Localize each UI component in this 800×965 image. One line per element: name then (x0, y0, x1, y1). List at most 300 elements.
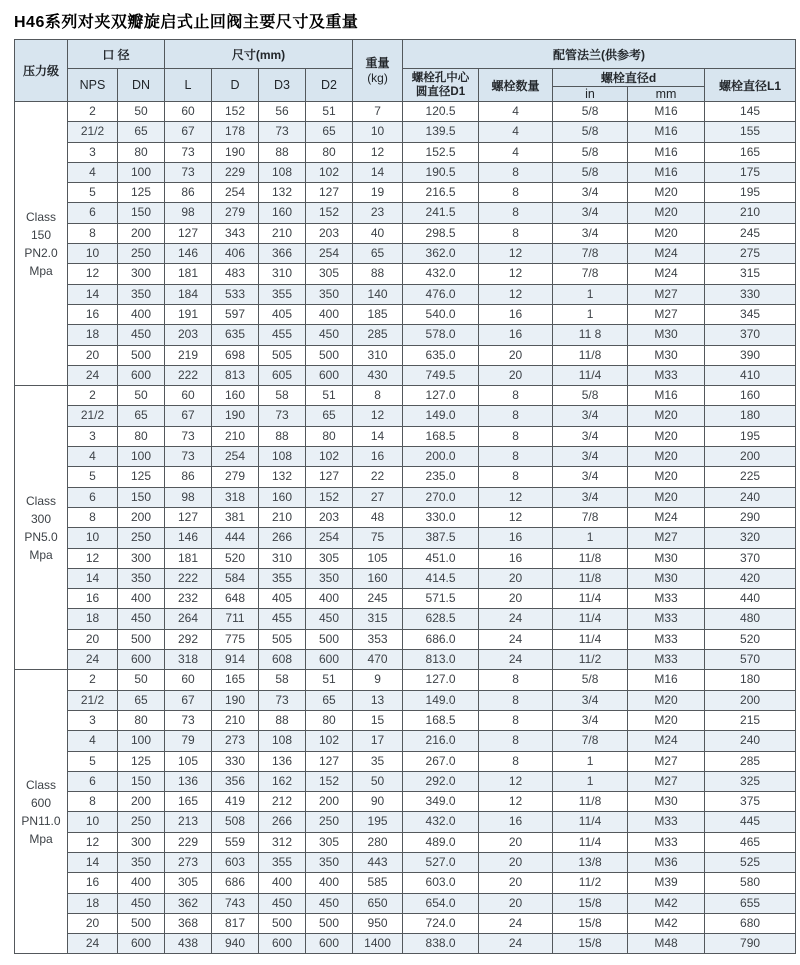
cell-d3: 310 (259, 264, 306, 284)
table-row (15, 771, 796, 791)
cell-d2: 51 (306, 386, 353, 406)
cell-bolt-l1: 330 (705, 284, 796, 304)
cell-nps: 14 (68, 568, 118, 588)
cell-l: 318 (165, 650, 212, 670)
pressure-class-line: PN11.0 (21, 813, 61, 828)
cell-weight: 185 (353, 304, 403, 324)
pressure-class-line: PN5.0 (24, 529, 58, 544)
cell-d3: 108 (259, 731, 306, 751)
cell-d: 165 (212, 670, 259, 690)
cell-weight: 88 (353, 264, 403, 284)
cell-d: 520 (212, 548, 259, 568)
cell-bolt-qty: 20 (479, 345, 553, 365)
cell-dn: 150 (118, 771, 165, 791)
cell-l: 292 (165, 629, 212, 649)
cell-bolt-dia-in: 11/4 (553, 365, 628, 385)
cell-bolt-dia-mm: M20 (628, 223, 705, 243)
table-row (15, 629, 796, 649)
cell-bolt-qty: 8 (479, 203, 553, 223)
cell-bolt-circle-d1: 267.0 (403, 751, 479, 771)
cell-bolt-dia-mm: M20 (628, 183, 705, 203)
header-weight (353, 40, 403, 102)
cell-d2: 102 (306, 447, 353, 467)
cell-d3: 366 (259, 244, 306, 264)
cell-l: 73 (165, 426, 212, 446)
cell-dn: 600 (118, 934, 165, 954)
cell-nps: 18 (68, 325, 118, 345)
cell-nps: 6 (68, 203, 118, 223)
cell-l: 67 (165, 690, 212, 710)
cell-bolt-l1: 375 (705, 792, 796, 812)
cell-dn: 300 (118, 832, 165, 852)
cell-bolt-l1: 275 (705, 244, 796, 264)
cell-bolt-qty: 12 (479, 284, 553, 304)
cell-dn: 300 (118, 264, 165, 284)
header-l: L (165, 69, 212, 102)
cell-d3: 108 (259, 447, 306, 467)
cell-dn: 100 (118, 447, 165, 467)
cell-weight: 48 (353, 507, 403, 527)
table-row (15, 670, 796, 690)
cell-bolt-dia-in: 1 (553, 284, 628, 304)
cell-bolt-dia-mm: M33 (628, 589, 705, 609)
cell-bolt-dia-in: 11/4 (553, 812, 628, 832)
table-row (15, 812, 796, 832)
table-row (15, 223, 796, 243)
cell-d2: 600 (306, 365, 353, 385)
cell-l: 229 (165, 832, 212, 852)
cell-d: 817 (212, 913, 259, 933)
header-weight-line2: (kg) (367, 70, 388, 85)
header-bolt-qty: 螺栓数量 (479, 69, 553, 102)
cell-bolt-circle-d1: 654.0 (403, 893, 479, 913)
cell-bolt-dia-mm: M20 (628, 203, 705, 223)
cell-bolt-qty: 20 (479, 568, 553, 588)
cell-bolt-dia-in: 1 (553, 771, 628, 791)
cell-d2: 450 (306, 325, 353, 345)
cell-bolt-dia-in: 7/8 (553, 731, 628, 751)
cell-bolt-l1: 570 (705, 650, 796, 670)
header-weight-line1: 重量 (365, 55, 390, 70)
cell-bolt-dia-in: 5/8 (553, 102, 628, 122)
cell-bolt-l1: 465 (705, 832, 796, 852)
cell-dn: 50 (118, 102, 165, 122)
cell-bolt-dia-in: 3/4 (553, 426, 628, 446)
cell-weight: 35 (353, 751, 403, 771)
cell-d: 190 (212, 406, 259, 426)
cell-weight: 75 (353, 528, 403, 548)
pressure-class-cell (15, 670, 68, 954)
header-nps: NPS (68, 69, 118, 102)
cell-bolt-l1: 520 (705, 629, 796, 649)
cell-l: 191 (165, 304, 212, 324)
table-header (15, 40, 796, 102)
cell-bolt-l1: 160 (705, 386, 796, 406)
cell-bolt-dia-mm: M30 (628, 345, 705, 365)
cell-bolt-dia-in: 5/8 (553, 386, 628, 406)
cell-d2: 350 (306, 852, 353, 872)
cell-bolt-dia-in: 5/8 (553, 670, 628, 690)
cell-dn: 150 (118, 487, 165, 507)
cell-bolt-dia-in: 5/8 (553, 122, 628, 142)
cell-bolt-l1: 480 (705, 609, 796, 629)
cell-l: 73 (165, 162, 212, 182)
cell-bolt-circle-d1: 298.5 (403, 223, 479, 243)
cell-bolt-dia-mm: M33 (628, 365, 705, 385)
cell-bolt-dia-in: 15/8 (553, 934, 628, 954)
cell-bolt-qty: 16 (479, 528, 553, 548)
cell-dn: 400 (118, 873, 165, 893)
cell-bolt-qty: 12 (479, 244, 553, 264)
cell-bolt-circle-d1: 686.0 (403, 629, 479, 649)
pressure-class-line: Class (25, 493, 56, 508)
cell-bolt-circle-d1: 152.5 (403, 142, 479, 162)
cell-bolt-qty: 20 (479, 832, 553, 852)
cell-l: 165 (165, 792, 212, 812)
cell-d3: 212 (259, 792, 306, 812)
cell-l: 222 (165, 568, 212, 588)
cell-nps: 10 (68, 528, 118, 548)
cell-bolt-dia-in: 5/8 (553, 142, 628, 162)
cell-bolt-dia-in: 15/8 (553, 913, 628, 933)
cell-d: 273 (212, 731, 259, 751)
cell-bolt-dia-mm: M16 (628, 162, 705, 182)
cell-d2: 350 (306, 284, 353, 304)
pressure-class-line: PN2.0 (24, 245, 58, 260)
cell-bolt-circle-d1: 235.0 (403, 467, 479, 487)
cell-bolt-circle-d1: 200.0 (403, 447, 479, 467)
cell-nps: 21/2 (68, 406, 118, 426)
cell-nps: 5 (68, 467, 118, 487)
cell-bolt-dia-in: 3/4 (553, 406, 628, 426)
cell-dn: 125 (118, 467, 165, 487)
cell-weight: 19 (353, 183, 403, 203)
cell-bolt-circle-d1: 139.5 (403, 122, 479, 142)
cell-bolt-l1: 440 (705, 589, 796, 609)
cell-d: 743 (212, 893, 259, 913)
cell-d2: 600 (306, 934, 353, 954)
cell-d2: 350 (306, 568, 353, 588)
table-row (15, 650, 796, 670)
cell-weight: 12 (353, 142, 403, 162)
table-row (15, 183, 796, 203)
header-d1-line1: 螺栓孔中心 (411, 72, 470, 84)
cell-dn: 200 (118, 223, 165, 243)
cell-d: 419 (212, 792, 259, 812)
cell-bolt-dia-mm: M30 (628, 568, 705, 588)
cell-bolt-l1: 655 (705, 893, 796, 913)
cell-l: 213 (165, 812, 212, 832)
cell-bolt-dia-mm: M33 (628, 629, 705, 649)
pressure-class-cell (15, 102, 68, 386)
cell-d: 444 (212, 528, 259, 548)
cell-d3: 88 (259, 710, 306, 730)
cell-bolt-circle-d1: 571.5 (403, 589, 479, 609)
cell-bolt-dia-in: 7/8 (553, 244, 628, 264)
cell-bolt-dia-mm: M30 (628, 325, 705, 345)
cell-dn: 65 (118, 690, 165, 710)
cell-bolt-qty: 20 (479, 893, 553, 913)
cell-nps: 5 (68, 751, 118, 771)
cell-dn: 80 (118, 710, 165, 730)
cell-bolt-circle-d1: 603.0 (403, 873, 479, 893)
cell-d: 178 (212, 122, 259, 142)
cell-bolt-dia-mm: M42 (628, 913, 705, 933)
cell-l: 362 (165, 893, 212, 913)
cell-bolt-circle-d1: 190.5 (403, 162, 479, 182)
cell-bolt-qty: 16 (479, 548, 553, 568)
cell-d3: 162 (259, 771, 306, 791)
cell-bolt-l1: 240 (705, 731, 796, 751)
cell-l: 60 (165, 386, 212, 406)
cell-d: 406 (212, 244, 259, 264)
table-row (15, 406, 796, 426)
cell-bolt-circle-d1: 635.0 (403, 345, 479, 365)
cell-nps: 18 (68, 893, 118, 913)
cell-bolt-qty: 24 (479, 934, 553, 954)
cell-bolt-dia-in: 3/4 (553, 447, 628, 467)
cell-bolt-dia-in: 15/8 (553, 893, 628, 913)
cell-weight: 10 (353, 122, 403, 142)
cell-nps: 14 (68, 852, 118, 872)
cell-weight: 195 (353, 812, 403, 832)
cell-bolt-dia-in: 11/2 (553, 650, 628, 670)
cell-dn: 500 (118, 913, 165, 933)
cell-bolt-l1: 525 (705, 852, 796, 872)
cell-dn: 50 (118, 670, 165, 690)
cell-d: 279 (212, 467, 259, 487)
cell-bolt-circle-d1: 724.0 (403, 913, 479, 933)
cell-nps: 2 (68, 386, 118, 406)
cell-bolt-dia-mm: M27 (628, 284, 705, 304)
table-row (15, 792, 796, 812)
cell-d3: 58 (259, 386, 306, 406)
cell-d2: 254 (306, 528, 353, 548)
cell-dn: 250 (118, 528, 165, 548)
cell-d3: 505 (259, 629, 306, 649)
cell-d2: 80 (306, 426, 353, 446)
cell-bolt-dia-in: 3/4 (553, 710, 628, 730)
cell-d: 356 (212, 771, 259, 791)
cell-bolt-dia-in: 11/8 (553, 548, 628, 568)
table-row (15, 609, 796, 629)
cell-d2: 152 (306, 487, 353, 507)
pressure-class-line: 150 (30, 227, 52, 242)
cell-d3: 73 (259, 690, 306, 710)
cell-bolt-l1: 165 (705, 142, 796, 162)
cell-d3: 136 (259, 751, 306, 771)
header-dn: DN (118, 69, 165, 102)
cell-bolt-qty: 4 (479, 122, 553, 142)
cell-bolt-circle-d1: 168.5 (403, 426, 479, 446)
cell-d2: 127 (306, 183, 353, 203)
cell-bolt-dia-mm: M27 (628, 771, 705, 791)
cell-l: 222 (165, 365, 212, 385)
cell-bolt-dia-mm: M33 (628, 650, 705, 670)
cell-d2: 152 (306, 771, 353, 791)
cell-d2: 102 (306, 162, 353, 182)
cell-dn: 350 (118, 852, 165, 872)
cell-nps: 10 (68, 812, 118, 832)
cell-bolt-dia-in: 1 (553, 528, 628, 548)
cell-d3: 455 (259, 325, 306, 345)
cell-bolt-qty: 16 (479, 812, 553, 832)
cell-bolt-l1: 175 (705, 162, 796, 182)
table-row (15, 568, 796, 588)
cell-dn: 80 (118, 426, 165, 446)
cell-weight: 443 (353, 852, 403, 872)
cell-bolt-dia-in: 13/8 (553, 852, 628, 872)
cell-nps: 4 (68, 731, 118, 751)
table-row (15, 122, 796, 142)
cell-nps: 24 (68, 650, 118, 670)
cell-nps: 16 (68, 873, 118, 893)
header-unit-mm: mm (628, 87, 705, 102)
pressure-class-line: Class (25, 777, 56, 792)
cell-nps: 4 (68, 162, 118, 182)
cell-d3: 405 (259, 589, 306, 609)
cell-weight: 65 (353, 244, 403, 264)
cell-weight: 105 (353, 548, 403, 568)
header-d2: D2 (306, 69, 353, 102)
cell-bolt-qty: 20 (479, 852, 553, 872)
cell-nps: 3 (68, 426, 118, 446)
cell-d3: 108 (259, 162, 306, 182)
cell-d2: 400 (306, 304, 353, 324)
cell-dn: 50 (118, 386, 165, 406)
cell-dn: 125 (118, 183, 165, 203)
cell-l: 60 (165, 102, 212, 122)
cell-bolt-l1: 290 (705, 507, 796, 527)
cell-bolt-qty: 8 (479, 162, 553, 182)
cell-d2: 450 (306, 893, 353, 913)
cell-bolt-dia-mm: M20 (628, 710, 705, 730)
cell-d3: 266 (259, 528, 306, 548)
cell-bolt-dia-mm: M33 (628, 812, 705, 832)
cell-d2: 51 (306, 670, 353, 690)
cell-bolt-dia-in: 3/4 (553, 223, 628, 243)
table-row (15, 690, 796, 710)
cell-bolt-qty: 8 (479, 386, 553, 406)
cell-bolt-qty: 16 (479, 325, 553, 345)
cell-bolt-dia-mm: M48 (628, 934, 705, 954)
cell-dn: 100 (118, 731, 165, 751)
cell-d: 254 (212, 183, 259, 203)
cell-nps: 21/2 (68, 122, 118, 142)
cell-bolt-dia-mm: M33 (628, 832, 705, 852)
cell-bolt-qty: 8 (479, 731, 553, 751)
cell-dn: 150 (118, 203, 165, 223)
cell-nps: 8 (68, 223, 118, 243)
cell-bolt-qty: 4 (479, 142, 553, 162)
cell-l: 136 (165, 771, 212, 791)
cell-weight: 160 (353, 568, 403, 588)
table-row (15, 731, 796, 751)
cell-bolt-circle-d1: 241.5 (403, 203, 479, 223)
cell-weight: 8 (353, 386, 403, 406)
cell-bolt-circle-d1: 120.5 (403, 102, 479, 122)
table-row (15, 102, 796, 122)
cell-d: 330 (212, 751, 259, 771)
cell-weight: 315 (353, 609, 403, 629)
table-row (15, 203, 796, 223)
cell-nps: 18 (68, 609, 118, 629)
cell-bolt-dia-mm: M20 (628, 487, 705, 507)
cell-d: 318 (212, 487, 259, 507)
cell-bolt-dia-mm: M20 (628, 406, 705, 426)
cell-bolt-l1: 410 (705, 365, 796, 385)
cell-d3: 210 (259, 507, 306, 527)
cell-l: 184 (165, 284, 212, 304)
pressure-class-line: Mpa (29, 263, 53, 278)
cell-bolt-l1: 370 (705, 325, 796, 345)
cell-bolt-circle-d1: 362.0 (403, 244, 479, 264)
cell-d2: 152 (306, 203, 353, 223)
cell-d: 775 (212, 629, 259, 649)
header-dims-group: 尺寸(mm) (165, 40, 353, 69)
cell-l: 305 (165, 873, 212, 893)
cell-bolt-circle-d1: 451.0 (403, 548, 479, 568)
table-row (15, 873, 796, 893)
cell-bolt-dia-in: 11/8 (553, 792, 628, 812)
cell-d2: 500 (306, 345, 353, 365)
cell-bolt-dia-in: 11 8 (553, 325, 628, 345)
cell-d: 648 (212, 589, 259, 609)
cell-d3: 500 (259, 913, 306, 933)
cell-bolt-dia-mm: M16 (628, 142, 705, 162)
cell-bolt-circle-d1: 149.0 (403, 406, 479, 426)
cell-bolt-circle-d1: 216.5 (403, 183, 479, 203)
cell-bolt-l1: 195 (705, 426, 796, 446)
cell-bolt-l1: 790 (705, 934, 796, 954)
cell-bolt-circle-d1: 270.0 (403, 487, 479, 507)
cell-nps: 14 (68, 284, 118, 304)
cell-l: 368 (165, 913, 212, 933)
cell-dn: 400 (118, 589, 165, 609)
table-row (15, 852, 796, 872)
cell-bolt-circle-d1: 168.5 (403, 710, 479, 730)
table-row (15, 365, 796, 385)
cell-bolt-l1: 180 (705, 406, 796, 426)
cell-dn: 100 (118, 162, 165, 182)
cell-bolt-qty: 24 (479, 650, 553, 670)
cell-d: 603 (212, 852, 259, 872)
cell-dn: 450 (118, 893, 165, 913)
cell-d: 152 (212, 102, 259, 122)
cell-bolt-l1: 285 (705, 751, 796, 771)
cell-d: 160 (212, 386, 259, 406)
cell-weight: 585 (353, 873, 403, 893)
cell-d: 635 (212, 325, 259, 345)
cell-d2: 65 (306, 690, 353, 710)
cell-bolt-circle-d1: 838.0 (403, 934, 479, 954)
cell-dn: 450 (118, 325, 165, 345)
cell-l: 181 (165, 264, 212, 284)
cell-bolt-dia-mm: M20 (628, 690, 705, 710)
cell-d3: 600 (259, 934, 306, 954)
cell-bolt-l1: 370 (705, 548, 796, 568)
cell-d2: 250 (306, 812, 353, 832)
cell-d2: 127 (306, 467, 353, 487)
cell-l: 127 (165, 507, 212, 527)
cell-bolt-l1: 145 (705, 102, 796, 122)
header-flange-group: 配管法兰(供参考) (403, 40, 796, 69)
cell-l: 127 (165, 223, 212, 243)
cell-d: 190 (212, 142, 259, 162)
cell-weight: 50 (353, 771, 403, 791)
cell-bolt-qty: 20 (479, 589, 553, 609)
cell-bolt-dia-mm: M16 (628, 122, 705, 142)
